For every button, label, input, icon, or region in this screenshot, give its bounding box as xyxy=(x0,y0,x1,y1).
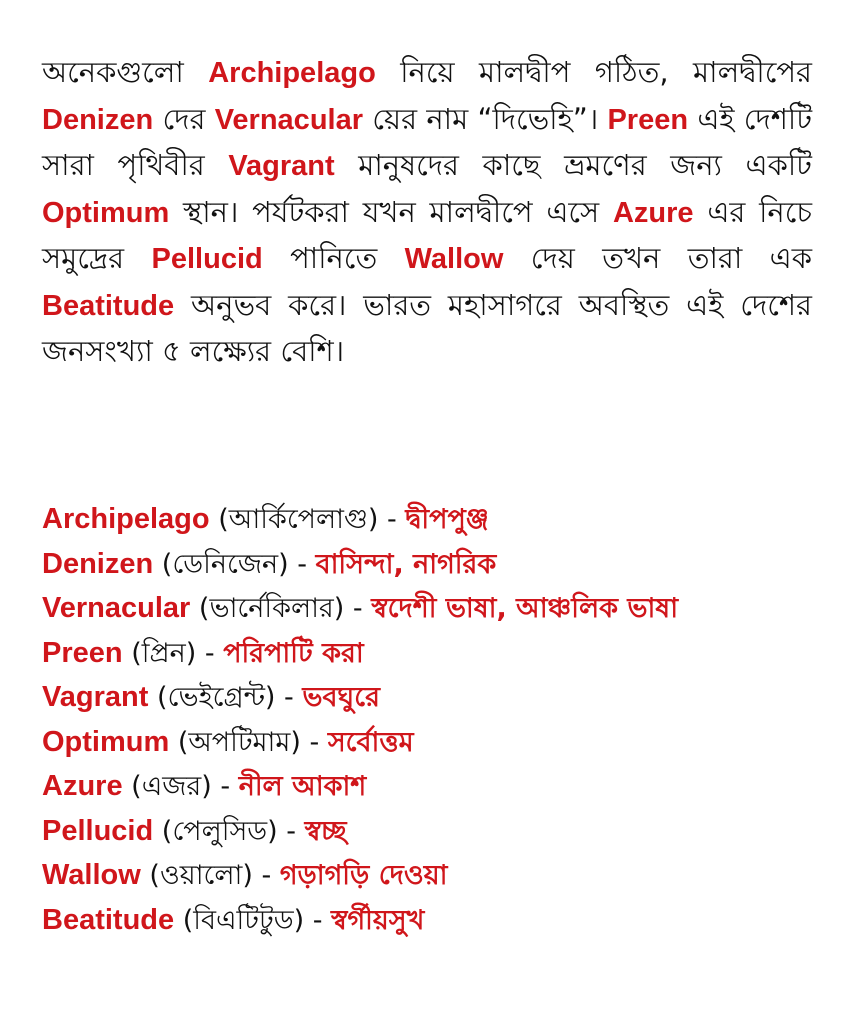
vocab-separator: - xyxy=(252,860,280,891)
passage-text: মানুষদের কাছে ভ্রমণের জন্য একটি xyxy=(334,148,812,182)
vocab-item-archipelago xyxy=(42,497,832,542)
vocab-separator: - xyxy=(275,682,303,713)
passage-text: দের xyxy=(153,101,215,136)
vocab-meaning: গড়াগড়ি দেওয়া xyxy=(279,860,448,891)
vocab-word: Beatitude xyxy=(42,903,175,936)
vocab-pronunciation: (প্রিন) xyxy=(131,637,197,669)
vocab-pronunciation: (ভেইগ্রেন্ট) xyxy=(156,682,276,713)
vocab-separator: - xyxy=(344,593,372,624)
vocab-separator: - xyxy=(211,771,239,802)
passage-text: নিয়ে মালদ্বীপ গঠিত, মালদ্বীপের xyxy=(375,55,812,89)
keyword-vagrant: Vagrant xyxy=(228,150,335,182)
vocab-separator: - xyxy=(277,815,305,847)
vocab-pronunciation: (আর্কিপেলাগু) xyxy=(218,504,379,535)
vocab-separator: - xyxy=(378,504,406,535)
vocab-word: Wallow xyxy=(42,859,141,891)
vocab-item-vagrant xyxy=(42,675,832,720)
keyword-azure: Azure xyxy=(612,196,694,229)
vocab-pronunciation: (অপটিমাম) xyxy=(177,726,301,758)
vocab-meaning: বাসিন্দা, নাগরিক xyxy=(315,548,497,580)
vocab-item-denizen xyxy=(42,542,832,587)
keyword-optimum: Optimum xyxy=(42,196,170,229)
vocab-pronunciation: (পেলুসিড) xyxy=(161,815,278,847)
vocab-separator: - xyxy=(304,904,332,936)
vocab-pronunciation: (ওয়ালো) xyxy=(149,860,253,891)
vocab-separator: - xyxy=(288,548,316,580)
passage-text: য়ের নাম “দিভেহি”। xyxy=(363,101,608,136)
keyword-archipelago: Archipelago xyxy=(208,57,376,89)
vocab-pronunciation: (বিএটিটুড) xyxy=(182,904,305,936)
vocab-word: Vagrant xyxy=(42,681,149,713)
keyword-wallow: Wallow xyxy=(404,243,504,275)
vocab-word: Pellucid xyxy=(42,814,154,847)
keyword-beatitude: Beatitude xyxy=(42,289,175,322)
passage-text: এর নিচে সমুদ্রের xyxy=(42,194,813,275)
vocab-meaning: স্বদেশী ভাষা, আঞ্চলিক ভাষা xyxy=(371,593,679,624)
vocab-meaning: স্বর্গীয়সুখ xyxy=(331,904,425,936)
keyword-pellucid: Pellucid xyxy=(151,243,263,275)
vocab-word: Archipelago xyxy=(42,503,210,535)
vocab-word: Azure xyxy=(42,770,123,802)
passage-text: পানিতে xyxy=(262,241,405,275)
vocab-item-vernacular xyxy=(42,586,832,631)
passage-text: দেয় তখন তারা এক xyxy=(503,241,812,275)
vocab-word: Preen xyxy=(42,636,123,669)
vocab-item-pellucid xyxy=(42,809,832,854)
keyword-vernacular: Vernacular xyxy=(214,103,364,136)
vocab-item-preen xyxy=(42,631,832,676)
passage-text: এই দেশটি সারা পৃথিবীর xyxy=(42,101,812,182)
vocab-word: Optimum xyxy=(42,725,170,758)
vocab-word: Denizen xyxy=(42,547,154,580)
keyword-preen: Preen xyxy=(607,103,689,136)
passage-text: অনেকগুলো xyxy=(42,55,209,89)
vocabulary-list xyxy=(42,497,832,942)
vocab-item-beatitude xyxy=(42,898,832,943)
vocab-pronunciation: (ভার্নেকিলার) xyxy=(198,593,345,624)
vocab-meaning: পরিপাটি করা xyxy=(223,637,364,669)
vocab-meaning: স্বচ্ছ xyxy=(304,815,347,847)
vocab-word: Vernacular xyxy=(42,592,191,624)
vocab-separator: - xyxy=(196,637,224,669)
vocab-item-wallow xyxy=(42,853,832,898)
vocab-meaning: ভবঘুরে xyxy=(302,682,380,713)
vocab-pronunciation: (এজর) xyxy=(131,771,212,802)
passage-paragraph xyxy=(42,50,812,375)
vocab-meaning: সর্বোত্তম xyxy=(327,726,414,758)
vocab-item-azure xyxy=(42,764,832,809)
passage-text: অনুভব করে। ভারত মহাসাগরে অবস্থিত এই দেশের জনসংখ্যা ৫ লক্ষ্যের বেশি। xyxy=(42,287,812,368)
passage-text: স্থান। পর্যটকরা যখন মালদ্বীপে এসে xyxy=(169,194,613,229)
vocab-item-optimum xyxy=(42,720,832,765)
vocab-meaning: দ্বীপপুঞ্জ xyxy=(405,504,489,535)
keyword-denizen: Denizen xyxy=(42,103,154,136)
vocab-pronunciation: (ডেনিজেন) xyxy=(161,548,289,580)
vocab-meaning: নীল আকাশ xyxy=(238,771,367,802)
vocab-separator: - xyxy=(300,726,328,758)
